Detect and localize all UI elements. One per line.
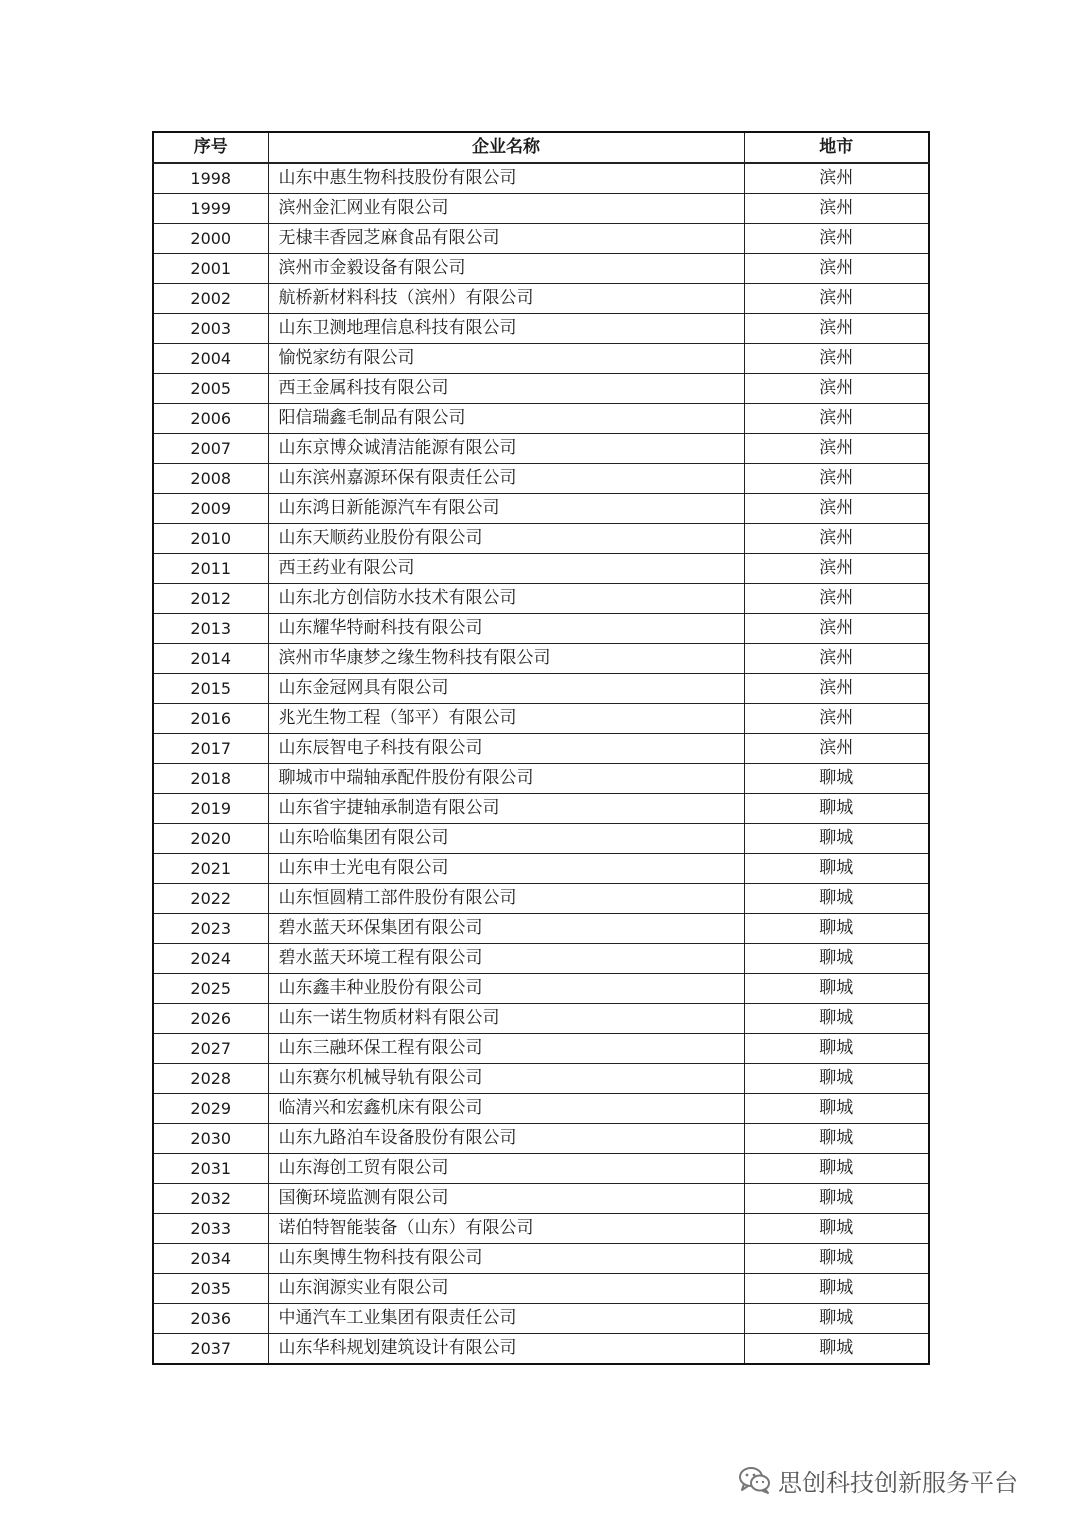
cell-city: 聊城: [744, 1154, 929, 1184]
cell-city: 聊城: [744, 1094, 929, 1124]
cell-index: 2027: [153, 1034, 268, 1064]
table-row: [153, 944, 929, 974]
cell-index: 2003: [153, 314, 268, 344]
cell-company-name: 愉悦家纺有限公司: [268, 344, 744, 374]
cell-city: 聊城: [744, 1334, 929, 1365]
table-row: [153, 974, 929, 1004]
cell-index: 2017: [153, 734, 268, 764]
table-row: [153, 163, 929, 194]
cell-company-name: 山东恒圆精工部件股份有限公司: [268, 884, 744, 914]
table-row: [153, 254, 929, 284]
cell-company-name: 航桥新材料科技（滨州）有限公司: [268, 284, 744, 314]
cell-company-name: 山东省宇捷轴承制造有限公司: [268, 794, 744, 824]
table-row: [153, 464, 929, 494]
cell-city: 聊城: [744, 1004, 929, 1034]
cell-company-name: 山东京博众诚清洁能源有限公司: [268, 434, 744, 464]
cell-company-name: 滨州金汇网业有限公司: [268, 194, 744, 224]
cell-city: 滨州: [744, 494, 929, 524]
cell-index: 2001: [153, 254, 268, 284]
table-row: [153, 374, 929, 404]
cell-index: 2000: [153, 224, 268, 254]
table-row: [153, 1034, 929, 1064]
cell-city: 聊城: [744, 764, 929, 794]
cell-company-name: 诺伯特智能装备（山东）有限公司: [268, 1214, 744, 1244]
cell-company-name: 山东一诺生物质材料有限公司: [268, 1004, 744, 1034]
cell-index: 2016: [153, 704, 268, 734]
cell-city: 滨州: [744, 314, 929, 344]
cell-city: 滨州: [744, 614, 929, 644]
table-row: [153, 614, 929, 644]
watermark: [738, 1462, 1018, 1498]
cell-index: 2029: [153, 1094, 268, 1124]
table-row: [153, 224, 929, 254]
table-row: [153, 644, 929, 674]
table-row: [153, 1244, 929, 1274]
cell-index: 2018: [153, 764, 268, 794]
cell-index: 2031: [153, 1154, 268, 1184]
table-row: [153, 404, 929, 434]
cell-index: 2033: [153, 1214, 268, 1244]
table-row: [153, 1094, 929, 1124]
table-row: [153, 674, 929, 704]
cell-company-name: 山东三融环保工程有限公司: [268, 1034, 744, 1064]
cell-index: 1999: [153, 194, 268, 224]
cell-company-name: 山东卫测地理信息科技有限公司: [268, 314, 744, 344]
cell-index: 2007: [153, 434, 268, 464]
header-city: 地市: [744, 132, 929, 163]
cell-company-name: 西王药业有限公司: [268, 554, 744, 584]
table-row: [153, 314, 929, 344]
cell-city: 滨州: [744, 374, 929, 404]
table-row: [153, 1124, 929, 1154]
cell-index: 2034: [153, 1244, 268, 1274]
cell-index: 2020: [153, 824, 268, 854]
table-row: [153, 824, 929, 854]
cell-city: 滨州: [744, 584, 929, 614]
table-row: [153, 1064, 929, 1094]
cell-city: 聊城: [744, 914, 929, 944]
cell-company-name: 临清兴和宏鑫机床有限公司: [268, 1094, 744, 1124]
cell-company-name: 滨州市金毅设备有限公司: [268, 254, 744, 284]
cell-company-name: 山东赛尔机械导轨有限公司: [268, 1064, 744, 1094]
table-row: [153, 194, 929, 224]
cell-index: 2014: [153, 644, 268, 674]
table-row: [153, 1214, 929, 1244]
wechat-icon: [738, 1465, 772, 1495]
cell-city: 聊城: [744, 1034, 929, 1064]
table-row: [153, 1334, 929, 1365]
cell-company-name: 山东哈临集团有限公司: [268, 824, 744, 854]
cell-city: 聊城: [744, 1244, 929, 1274]
cell-index: 2002: [153, 284, 268, 314]
cell-index: 2021: [153, 854, 268, 884]
cell-index: 2025: [153, 974, 268, 1004]
header-name: 企业名称: [268, 132, 744, 163]
cell-index: 2036: [153, 1304, 268, 1334]
cell-company-name: 滨州市华康梦之缘生物科技有限公司: [268, 644, 744, 674]
cell-company-name: 国衡环境监测有限公司: [268, 1184, 744, 1214]
cell-company-name: 兆光生物工程（邹平）有限公司: [268, 704, 744, 734]
cell-city: 聊城: [744, 854, 929, 884]
cell-index: 2023: [153, 914, 268, 944]
cell-index: 2032: [153, 1184, 268, 1214]
cell-index: 2008: [153, 464, 268, 494]
cell-city: 滨州: [744, 734, 929, 764]
table-row: [153, 734, 929, 764]
cell-company-name: 阳信瑞鑫毛制品有限公司: [268, 404, 744, 434]
cell-company-name: 山东辰智电子科技有限公司: [268, 734, 744, 764]
enterprise-table: [152, 131, 930, 1365]
cell-city: 滨州: [744, 554, 929, 584]
cell-company-name: 碧水蓝天环境工程有限公司: [268, 944, 744, 974]
cell-city: 滨州: [744, 194, 929, 224]
cell-city: 滨州: [744, 404, 929, 434]
cell-city: 聊城: [744, 1274, 929, 1304]
cell-index: 2035: [153, 1274, 268, 1304]
cell-city: 滨州: [744, 254, 929, 284]
table-header-row: [153, 132, 929, 163]
cell-city: 滨州: [744, 284, 929, 314]
cell-company-name: 山东金冠网具有限公司: [268, 674, 744, 704]
table-row: [153, 794, 929, 824]
cell-company-name: 山东耀华特耐科技有限公司: [268, 614, 744, 644]
table-body: [153, 163, 929, 1364]
cell-company-name: 山东滨州嘉源环保有限责任公司: [268, 464, 744, 494]
cell-index: 2015: [153, 674, 268, 704]
table-row: [153, 1274, 929, 1304]
cell-city: 聊城: [744, 1184, 929, 1214]
cell-company-name: 山东天顺药业股份有限公司: [268, 524, 744, 554]
cell-city: 聊城: [744, 794, 929, 824]
table-row: [153, 554, 929, 584]
cell-index: 2012: [153, 584, 268, 614]
cell-index: 1998: [153, 163, 268, 194]
table-row: [153, 764, 929, 794]
table-row: [153, 494, 929, 524]
table-row: [153, 854, 929, 884]
cell-index: 2037: [153, 1334, 268, 1365]
cell-index: 2019: [153, 794, 268, 824]
table-row: [153, 1154, 929, 1184]
table-row: [153, 344, 929, 374]
cell-index: 2013: [153, 614, 268, 644]
cell-company-name: 山东华科规划建筑设计有限公司: [268, 1334, 744, 1365]
table-row: [153, 1004, 929, 1034]
cell-city: 滨州: [744, 163, 929, 194]
cell-city: 滨州: [744, 704, 929, 734]
cell-company-name: 山东北方创信防水技术有限公司: [268, 584, 744, 614]
table-row: [153, 1304, 929, 1334]
cell-index: 2004: [153, 344, 268, 374]
table-row: [153, 584, 929, 614]
cell-company-name: 中通汽车工业集团有限责任公司: [268, 1304, 744, 1334]
cell-city: 滨州: [744, 434, 929, 464]
cell-index: 2009: [153, 494, 268, 524]
cell-company-name: 山东中惠生物科技股份有限公司: [268, 163, 744, 194]
cell-city: 聊城: [744, 1124, 929, 1154]
cell-index: 2026: [153, 1004, 268, 1034]
cell-city: 滨州: [744, 224, 929, 254]
table-row: [153, 704, 929, 734]
cell-company-name: 碧水蓝天环保集团有限公司: [268, 914, 744, 944]
cell-company-name: 西王金属科技有限公司: [268, 374, 744, 404]
cell-city: 聊城: [744, 1304, 929, 1334]
cell-index: 2030: [153, 1124, 268, 1154]
cell-index: 2010: [153, 524, 268, 554]
cell-index: 2006: [153, 404, 268, 434]
table-row: [153, 1184, 929, 1214]
cell-index: 2024: [153, 944, 268, 974]
cell-company-name: 山东申士光电有限公司: [268, 854, 744, 884]
cell-city: 聊城: [744, 1214, 929, 1244]
cell-index: 2011: [153, 554, 268, 584]
table-row: [153, 284, 929, 314]
cell-city: 滨州: [744, 644, 929, 674]
watermark-text: 思创科技创新服务平台: [778, 1468, 1018, 1497]
cell-company-name: 山东九路泊车设备股份有限公司: [268, 1124, 744, 1154]
cell-company-name: 山东鸿日新能源汽车有限公司: [268, 494, 744, 524]
table-row: [153, 434, 929, 464]
table-row: [153, 524, 929, 554]
table-row: [153, 884, 929, 914]
cell-city: 聊城: [744, 1064, 929, 1094]
cell-city: 聊城: [744, 884, 929, 914]
cell-city: 滨州: [744, 674, 929, 704]
cell-company-name: 山东润源实业有限公司: [268, 1274, 744, 1304]
cell-company-name: 山东奥博生物科技有限公司: [268, 1244, 744, 1274]
cell-city: 聊城: [744, 944, 929, 974]
cell-city: 聊城: [744, 824, 929, 854]
cell-index: 2022: [153, 884, 268, 914]
cell-city: 滨州: [744, 344, 929, 374]
header-index: 序号: [153, 132, 268, 163]
cell-city: 滨州: [744, 464, 929, 494]
cell-index: 2005: [153, 374, 268, 404]
cell-company-name: 山东鑫丰种业股份有限公司: [268, 974, 744, 1004]
cell-company-name: 山东海创工贸有限公司: [268, 1154, 744, 1184]
cell-city: 聊城: [744, 974, 929, 1004]
cell-index: 2028: [153, 1064, 268, 1094]
cell-company-name: 聊城市中瑞轴承配件股份有限公司: [268, 764, 744, 794]
cell-city: 滨州: [744, 524, 929, 554]
cell-company-name: 无棣丰香园芝麻食品有限公司: [268, 224, 744, 254]
table-row: [153, 914, 929, 944]
